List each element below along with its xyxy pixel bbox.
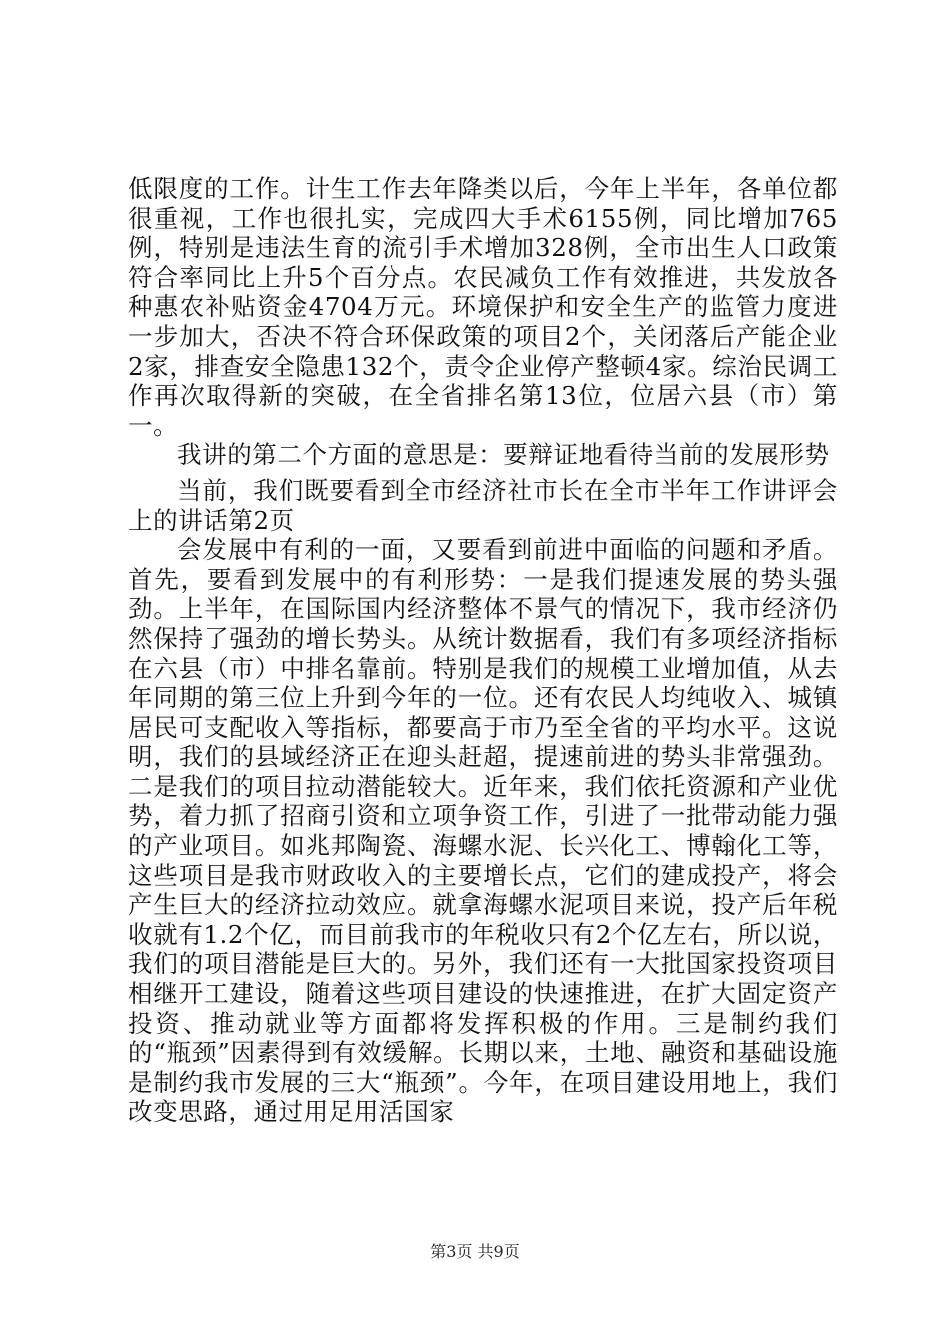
paragraph-main: 会发展中有利的一面，又要看到前进中面临的问题和矛盾。首先，要看到发展中的有利形势：一是我们提速发展的势头强劲。上半年，在国际国内经济整体不景气的情况下，我市经济仍然保持了强劲的增长势头。从统计数据看，我们有多项经济指标在六县（市）中排名靠前。特别是我们的规模工业增加值，从去年同期的第三位上升到今年的一位。还有农民人均纯收入、城镇居民可支配收入等指标，都要高于市乃至全省的平均水平。这说明，我们的县域经济正在迎头赶超，提速前进的势头非常强劲。二是我们的项目拉动潜能较大。近年来，我们依托资源和产业优势，着力抓了招商引资和立项争资工作，引进了一批带动能力强的产业项目。如兆邦陶瓷、海螺水泥、长兴化工、博翰化工等，这些项目是我市财政收入的主要增长点，它们的建成投产，将会产生巨大的经济拉动效应。就拿海螺水泥项目来说，投产后年税收就有1.2个亿，而目前我市的年税收只有2个亿左右，所以说，我们的项目潜能是巨大的。另外，我们还有一大批国家投资项目相继开工建设，随着这些项目建设的快速推进，在扩大固定资产投资、推动就业等方面都将发挥积极的作用。三是制约我们的“瓶颈”因素得到有效缓解。长期以来，土地、融资和基础设施是制约我市发展的三大“瓶颈”。今年，在项目建设用地上，我们改变思路，通过用足用活国家 <box>128 535 838 1127</box>
paragraph-continuation: 低限度的工作。计生工作去年降类以后，今年上半年，各单位都很重视，工作也很扎实，完成四大手术6155例，同比增加765例，特别是违法生育的流引手术增加328例，全市出生人口政策符合率同比上升5个百分点。农民减负工作有效推进，共发放各种惠农补贴资金4704万元。环境保护和安全生产的监管力度进一步加大，否决不符合环保政策的项目2个，关闭落后产能企业2家，排查安全隐患132个，责令企业停产整顿4家。综治民调工作再次取得新的突破，在全省排名第13位，位居六县（市）第一。 <box>128 174 838 440</box>
page-number-footer: 第3页 共9页 <box>430 1242 520 1261</box>
section-heading: 我讲的第二个方面的意思是：要辩证地看待当前的发展形势 <box>177 440 830 470</box>
paragraph-intro: 当前，我们既要看到全市经济社市长在全市半年工作讲评会上的讲话第2页 <box>128 475 838 535</box>
document-body <box>128 174 838 1127</box>
